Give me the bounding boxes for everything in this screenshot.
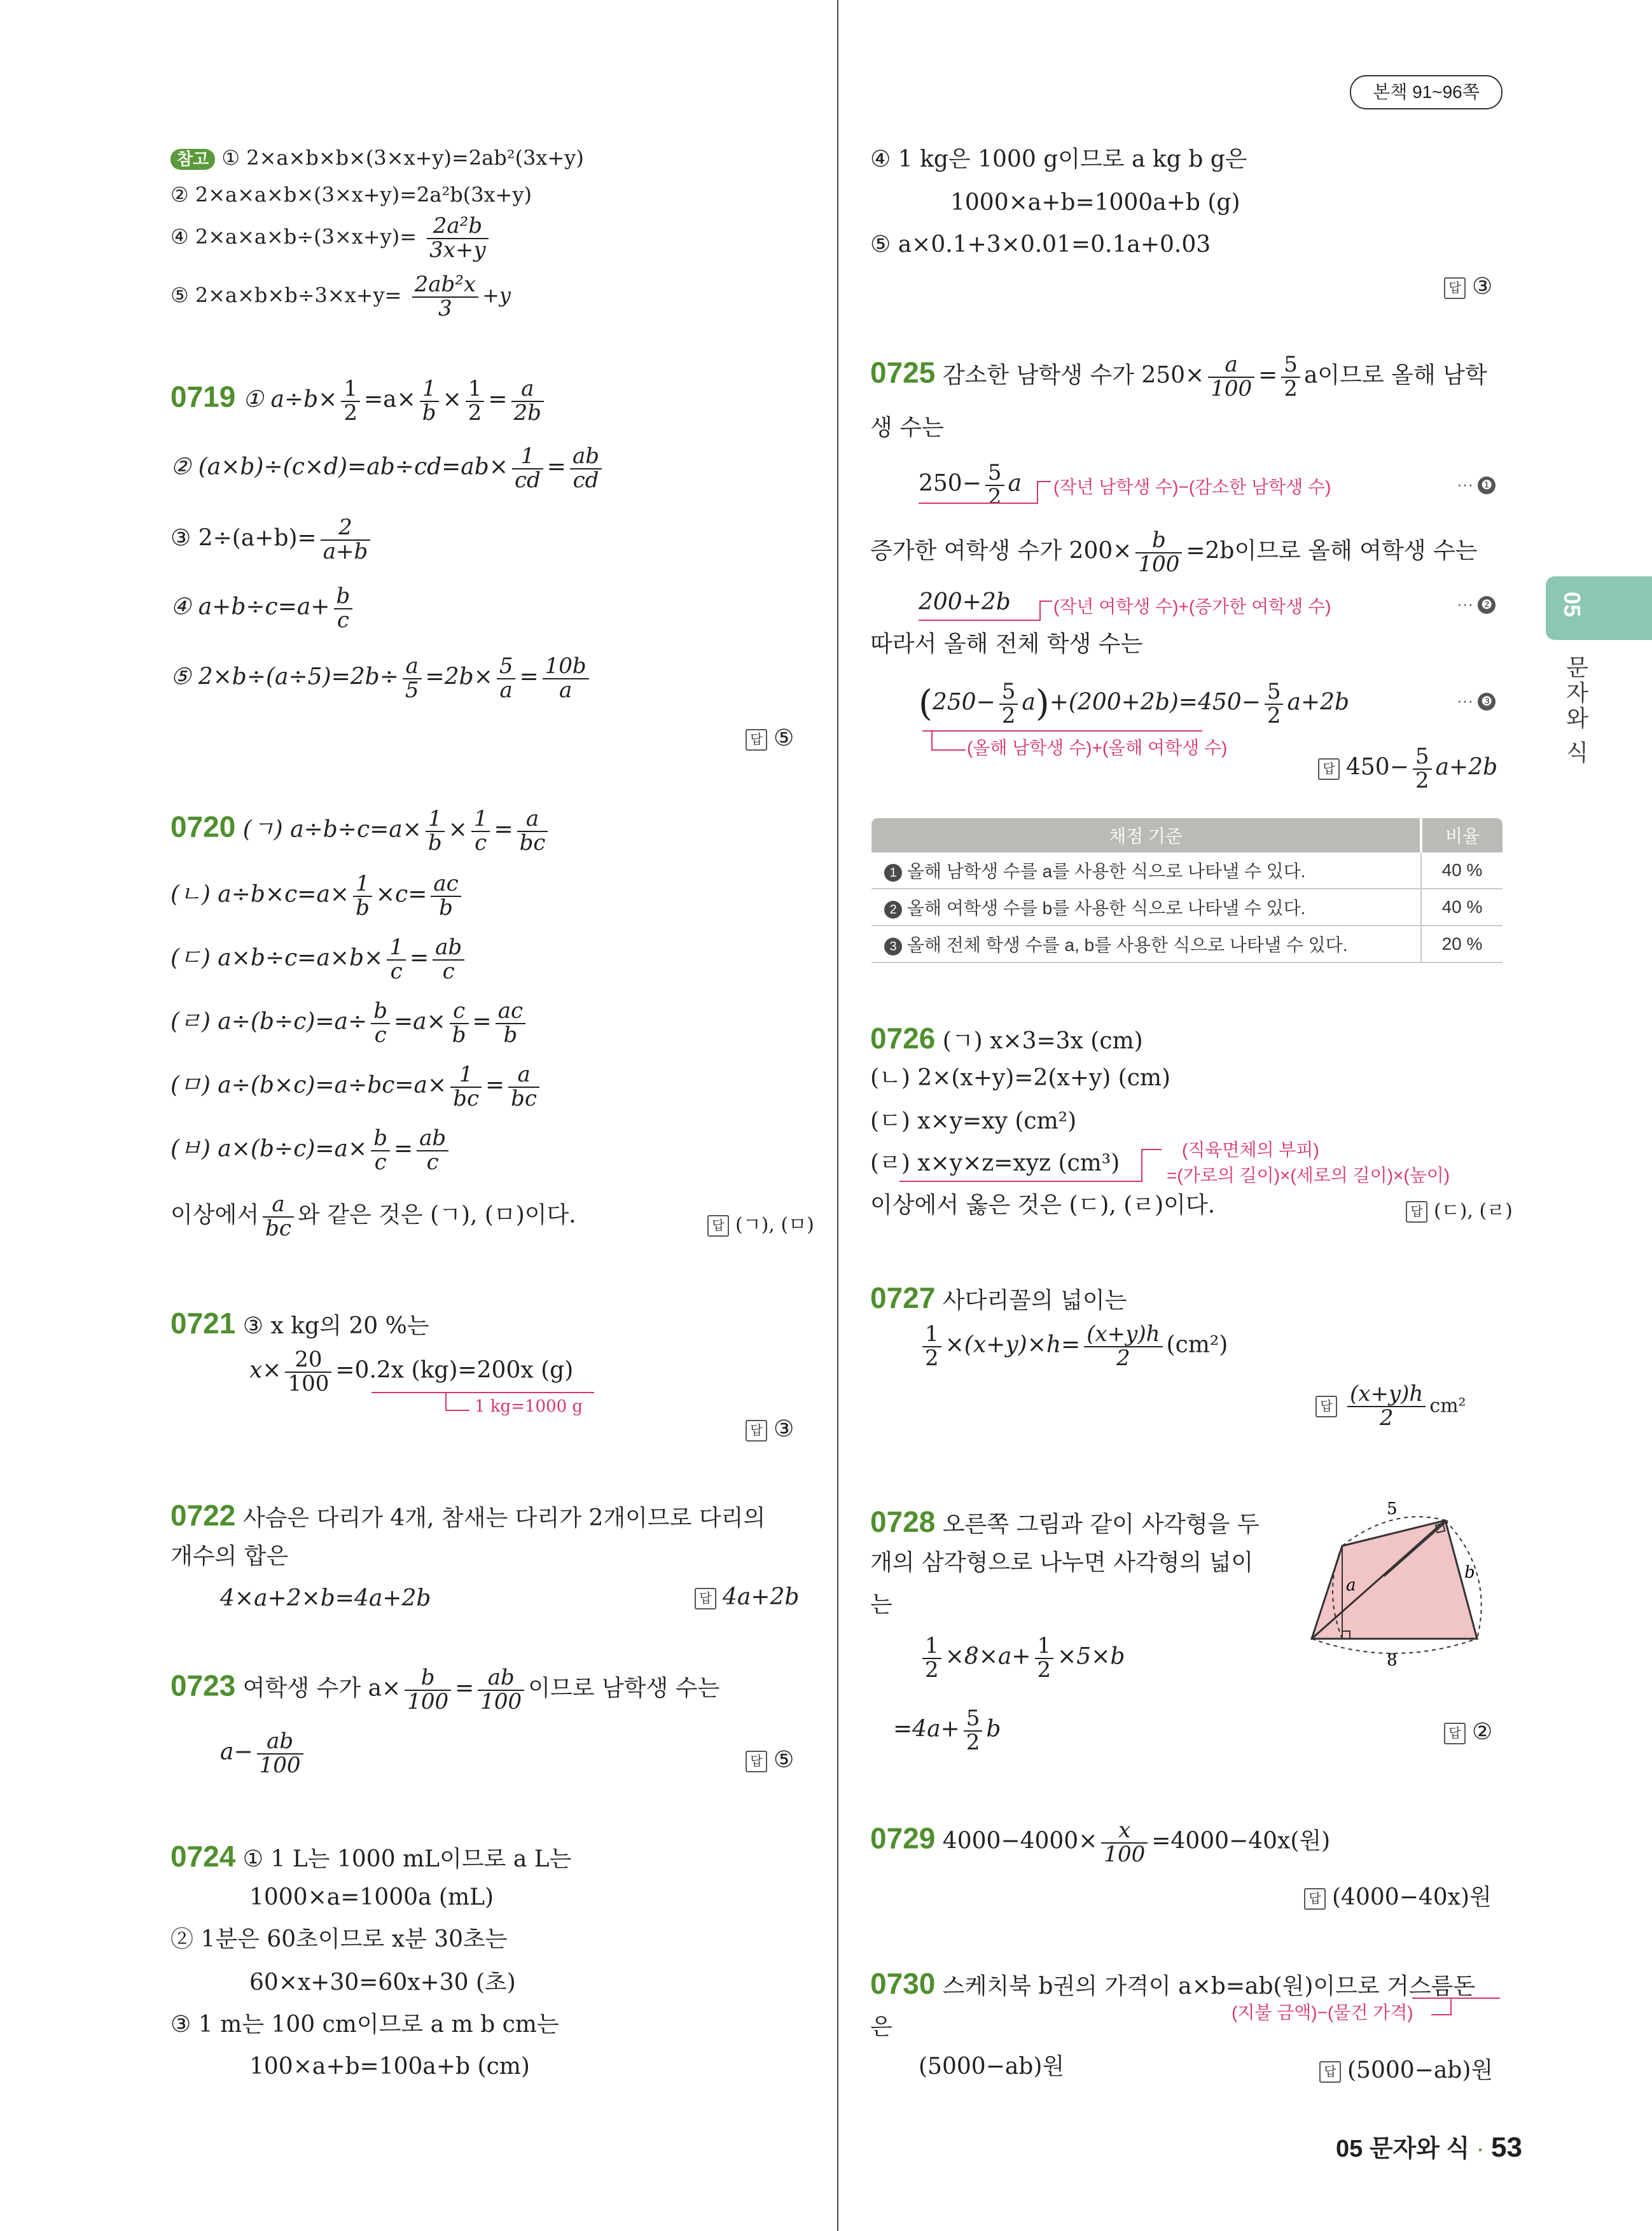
page-number: 53 [1491,2132,1522,2163]
problem-0725-line-3: 증가한 여학생 수가 200× $\frac{b}{100}$ =2b이므로 올해 여학생 수는 [870,527,1478,577]
step-marker-3: ··· ❸ [1457,691,1501,711]
grading-row: 3 올해 전체 학생 수를 a, b를 사용한 식으로 나타낼 수 있다. 20 % [871,926,1503,963]
answer-0721: 답 ③ [746,1416,794,1442]
problem-0726-conclusion: 이상에서 옳은 것은 (ㄷ), (ㄹ)이다. [870,1192,1216,1218]
problem-number-0730: 0730 [870,1967,936,2000]
step-marker-1: ··· ❶ [1457,475,1501,494]
problem-0722-line-1: 0722 사슴은 다리가 4개, 참새는 다리가 2개이므로 다리의 [170,1499,766,1532]
note-fraction-4: $\frac{\text{2a²b}}{3x+y}$ [427,215,489,261]
problem-0720-line-6: (ㅂ) a×(b÷c)=a× $\frac{b}{c}$ = $\frac{ab}{c}$ [170,1127,452,1174]
problem-0721-line-2: x× $\frac{20}{100}$ =0.2x (kg)=200x (g) [249,1347,574,1396]
problem-0719-line-5: ⑤ 2×b÷(a÷5)=2b÷ $\frac{a}{5}$ =2b× $\frac{5}{a}$ = $\frac{10b}{a}$ [170,655,593,702]
annotation-bracket [919,503,1037,505]
figure-label-right: b [1464,1563,1475,1582]
quadrilateral-figure [1298,1501,1501,1667]
grading-row: 1 올해 남학생 수를 a를 사용한 식으로 나타낼 수 있다. 40 % [871,852,1503,889]
chapter-tab-number: 05 [1559,592,1585,618]
annotation-bracket [931,730,966,751]
grading-table [871,818,1503,963]
note-text-4: ④ 2×a×a×b÷(3×x+y)= [170,225,417,249]
grading-row: 2 올해 여학생 수를 b를 사용한 식으로 나타낼 수 있다. 40 % [871,889,1503,926]
annotation-0730: (지불 금액)−(물건 가격) [1232,2003,1413,2022]
problem-0724-line-4: 60×x+30=60x+30 (초) [249,1970,516,1996]
problem-0729-line-1: 0729 4000−4000× $\frac{x}{100}$ =4000−40x(원) [870,1817,1331,1867]
figure-label-top: 5 [1387,1501,1398,1519]
note-text-5: ⑤ 2×a×b×b÷3×x+y= [170,283,402,308]
problem-0730-line-1: 0730 스케치북 b권의 가격이 a×b=ab(원)이므로 거스름돈 [870,1967,1476,2000]
column-divider [837,0,838,2231]
page-ref-text: 본책 91~96쪽 [1373,82,1480,102]
problem-0730-line-3: (5000−ab)원 [919,2054,1065,2080]
answer-0728: 답 ② [1444,1719,1492,1745]
problem-0720-line-2: (ㄴ) a÷b×c=a× $\frac{1}{b}$ ×c= $\frac{ac}{b}$ [170,873,465,919]
problem-0719-line-4: ④ a+b÷c=a+ $\frac{b}{c}$ [170,585,356,632]
annotation-total: (올해 남학생 수)+(올해 여학생 수) [967,738,1228,758]
note-line-5: ⑤ 2×a×b×b÷3×x+y= $\frac{\text{2ab²x}}{3}$ +y [170,272,511,321]
problem-0726-line-4: (ㄹ) x×y×z=xyz (cm³) [870,1150,1120,1176]
answer-0722: 답 4a+2b [695,1584,799,1610]
annotation-boys: (작년 남학생 수)−(감소한 남학생 수) [1053,477,1331,497]
answer-0720: 답 (ㄱ), (ㅁ) [707,1209,814,1237]
problem-0724-line-5: ③ 1 m는 100 cm이므로 a m b cm는 [170,2012,559,2038]
problem-0720-line-3: (ㄷ) a×b÷c=a×b× $\frac{1}{c}$ = $\frac{ab}{c}$ [170,936,468,983]
answer-mark-icon: 답 [1319,2061,1341,2083]
problem-0725-line-4: 따라서 올해 전체 학생 수는 [870,631,1143,657]
problem-0728-line-4: $\frac{1}{2}$ ×8×a+ $\frac{1}{2}$ ×5×b [919,1635,1125,1681]
answer-0724: 답 ③ [1444,274,1492,300]
problem-0722-line-2: 개수의 합은 [170,1543,289,1569]
chapter-tab-title: 문자와 식 [1563,655,1589,767]
annotation-bracket [1039,601,1052,621]
annotation-0721: 1 kg=1000 g [475,1397,583,1416]
grading-header-row [871,818,1503,852]
problem-number-0722: 0722 [170,1499,236,1532]
problem-number-0728: 0728 [870,1505,936,1538]
problem-0723-line-2: a− $\frac{ab}{100}$ [220,1730,307,1777]
answer-mark-icon: 답 [707,1215,729,1237]
continued-line-2: 1000×a+b=1000a+b (g) [950,190,1240,216]
problem-0724-line-2: 1000×a=1000a (mL) [249,1884,494,1910]
answer-mark-icon: 답 [695,1588,716,1609]
problem-number-0719: 0719 [170,380,236,414]
note-label: 참고 [170,149,215,170]
problem-number-0727: 0727 [870,1281,936,1314]
problem-0720-line-1: 0720 (ㄱ) a÷b÷c=a× $\frac{1}{b}$ × $\frac{1}{c}$ = $\frac{a}{bc}$ [170,808,552,854]
problem-number-0726: 0726 [870,1022,936,1055]
problem-0726-line-1: 0726 (ㄱ) x×3=3x (cm) [870,1022,1143,1055]
step-marker-2: ··· ❷ [1457,594,1501,614]
problem-0726-line-2: (ㄴ) 2×(x+y)=2(x+y) (cm) [870,1065,1171,1091]
problem-0719-line-2: ② (a×b)÷(c×d)=ab÷cd=ab× $\frac{1}{cd}$ = $\frac{ab}{cd}$ [170,445,606,492]
figure-label-left: a [1346,1576,1356,1595]
continued-line-1: ④ 1 kg은 1000 g이므로 a kg b g은 [870,146,1247,172]
answer-0719: 답 ⑤ [746,725,794,751]
problem-number-0721: 0721 [170,1307,236,1340]
problem-number-0723: 0723 [170,1669,236,1702]
answer-mark-icon: 답 [746,729,767,751]
answer-mark-icon: 답 [746,1751,767,1772]
problem-0720-line-5: (ㅁ) a÷(b×c)=a÷bc=a× $\frac{1}{bc}$ = $\frac{a}{bc}$ [170,1064,543,1110]
annotation-0726-line-2: =(가로의 길이)×(세로의 길이)×(높이) [1167,1165,1450,1185]
problem-0724-line-1: 0724 ① 1 L는 1000 mL이므로 a L는 [170,1840,572,1873]
annotation-girls: (작년 여학생 수)+(증가한 여학생 수) [1053,597,1331,616]
grading-header-criteria: 채점 기준 [871,818,1421,852]
annotation-0726-line-1: (직육면체의 부피) [1182,1140,1319,1160]
page-ref-badge [1350,75,1503,109]
annotation-bracket [1141,1149,1162,1182]
answer-mark-icon: 답 [1406,1201,1427,1223]
problem-0725-line-2: 생 수는 [870,415,944,441]
problem-0725-girls: 200+2b [919,589,1011,615]
problem-0724-line-3: ② 1분은 60초이므로 x분 30초는 [170,1926,508,1952]
annotation-bracket [919,620,1039,622]
page-footer: 05 문자와 식 · 53 [1336,2132,1522,2163]
grading-header-ratio: 비율 [1421,818,1503,852]
answer-0726: 답 (ㄷ), (ㄹ) [1406,1195,1513,1223]
problem-0728-line-3: 는 [870,1592,892,1618]
answer-0729: 답 (4000−40x)원 [1304,1879,1492,1912]
answer-mark-icon: 답 [1315,1396,1337,1417]
continued-line-3: ⑤ a×0.1+3×0.01=0.1a+0.03 [870,232,1211,258]
problem-0723-line-1: 0723 여학생 수가 a× $\frac{b}{100}$ = $\frac{ab}{100}$ 이므로 남학생 수는 [170,1665,720,1714]
problem-0726-line-3: (ㄷ) x×y=xy (cm²) [870,1108,1077,1134]
problem-0727-line-1: 0727 사다리꼴의 넓이는 [870,1281,1127,1314]
answer-mark-icon: 답 [1444,277,1466,299]
problem-0724-line-6: 100×a+b=100a+b (cm) [249,2054,530,2080]
note-line-4 [170,215,492,261]
answer-mark-icon: 답 [1318,758,1340,780]
problem-0728-line-5: =4a+ $\frac{5}{2}$ b [893,1706,1001,1755]
answer-0727: 답 $\frac{(x+y)h}{2}$ cm² [1315,1383,1466,1429]
problem-number-0725: 0725 [870,356,936,389]
annotation-bracket [899,1181,1141,1183]
problem-0719-line-3: ③ 2÷(a+b)= $\frac{2}{a+b}$ [170,517,374,563]
annotation-bracket [1037,481,1051,504]
answer-mark-icon: 답 [1304,1888,1326,1910]
problem-0720-line-4: (ㄹ) a÷(b÷c)=a÷ $\frac{b}{c}$ =a× $\frac{c}{b}$ = $\frac{ac}{b}$ [170,1000,529,1046]
problem-0725-line-1: 0725 감소한 남학생 수가 250× $\frac{a}{100}$ = $\frac{5}{2}$ a이므로 올해 남학 [870,352,1487,401]
answer-0723: 답 ⑤ [746,1747,794,1773]
problem-0719-line-1: 0719 ① a÷b× $\frac{1}{2}$ =a× $\frac{1}{b}$ × $\frac{1}{2}$ = $\frac{a}{2b}$ [170,378,548,424]
problem-number-0724: 0724 [170,1840,236,1873]
figure-label-bottom: 8 [1387,1651,1398,1667]
answer-0730: 답 (5000−ab)원 [1319,2052,1493,2085]
note-text-1: ① 2×a×b×b×(3×x+y)=2ab²(3x+y) [221,146,584,170]
problem-number-0720: 0720 [170,810,236,844]
annotation-bracket [445,1392,469,1411]
problem-0728-line-1: 0728 오른쪽 그림과 같이 사각형을 두 [870,1505,1260,1538]
problem-0721-line-1: 0721 ③ x kg의 20 %는 [170,1307,429,1340]
problem-0722-line-3: 4×a+2×b=4a+2b [220,1585,431,1611]
annotation-bracket [1431,1998,1452,2015]
problem-0728-line-2: 개의 삼각형으로 나누면 사각형의 넓이 [870,1550,1254,1576]
annotation-bracket [1412,1998,1500,2000]
problem-0725-boys: 250− $\frac{5}{2}$ a [919,460,1022,510]
problem-number-0729: 0729 [870,1821,936,1855]
answer-mark-icon: 답 [746,1420,767,1442]
problem-0727-line-2: $\frac{1}{2}$ ×(x+y)×h= $\frac{(x+y)h}{2}$ (cm²) [919,1323,1228,1370]
answer-mark-icon: 답 [1444,1723,1466,1744]
note-line-2: ② 2×a×a×b×(3×x+y)=2a²b(3x+y) [170,183,532,207]
problem-0730-line-2: 은 [870,2014,892,2040]
footer-chapter: 05 문자와 식 [1336,2136,1470,2162]
note-line-1 [170,145,584,170]
problem-0720-conclusion: 이상에서 $\frac{a}{bc}$ 와 같은 것은 (ㄱ), (ㅁ)이다. [170,1192,576,1241]
note-fraction-5: $\frac{\text{2ab²x}}{3}$ [412,274,478,320]
answer-0725: 답 450− $\frac{5}{2}$ a+2b [1318,746,1497,792]
problem-0725-total: (250− $\frac{5}{2}$ a)+(200+2b)=450− $\frac{5}{2}$ a+2b [919,679,1350,728]
